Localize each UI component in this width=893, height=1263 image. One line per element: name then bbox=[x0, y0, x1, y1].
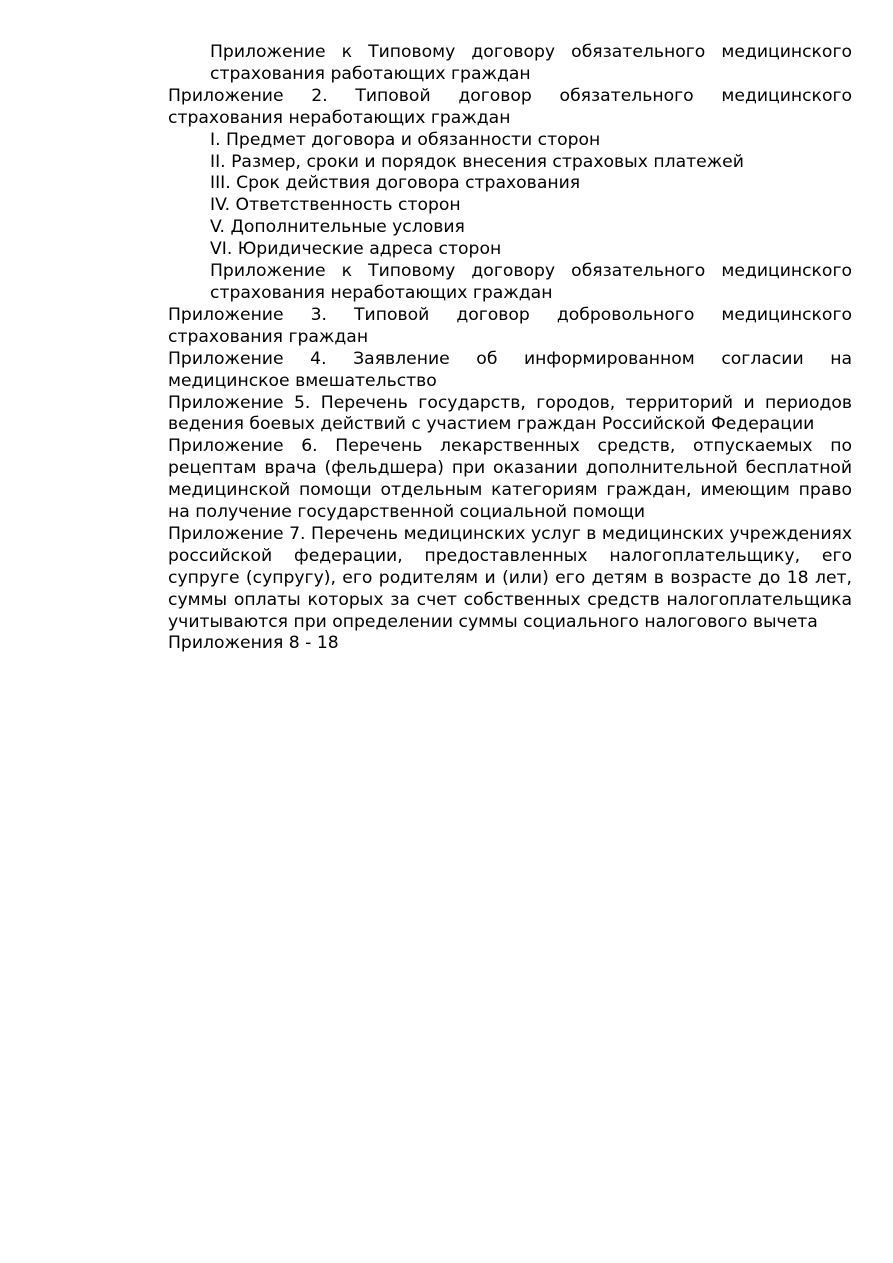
toc-entry-appendix-contract-nonworking[interactable]: Приложение к Типовому договору обязательного медицинского страхования неработающих граждан bbox=[210, 261, 852, 303]
toc-entry-section-2[interactable]: II. Размер, сроки и порядок внесения страховых платежей bbox=[210, 151, 744, 172]
toc-entry-appendices-8-18[interactable]: Приложения 8 - 18 bbox=[168, 633, 339, 654]
document-page bbox=[168, 42, 852, 655]
toc-entry-section-6[interactable]: VI. Юридические адреса сторон bbox=[210, 239, 502, 260]
toc-entry-appendix-5[interactable]: Приложение 5. Перечень государств, городов, территорий и периодов ведения боевых действий с участием граждан Российской Федерации bbox=[168, 392, 852, 435]
toc-entry-appendix-2[interactable]: Приложение 2. Типовой договор обязательного медицинского страхования неработающих граждан bbox=[168, 85, 852, 128]
toc-entry-appendix-6[interactable]: Приложение 6. Перечень лекарственных средств, отпускаемых по рецептам врача (фельдшера) при оказании дополнительной бесплатной медицинской помощи отдельным категориям граждан, имеющим право на получение государственной социальной помощи bbox=[168, 436, 852, 523]
toc-entry-appendix-4[interactable]: Приложение 4. Заявление об информированном согласии на медицинское вмешательство bbox=[168, 348, 852, 391]
toc-entry-appendix-contract-working[interactable]: Приложение к Типовому договору обязательного медицинского страхования работающих граждан bbox=[210, 42, 852, 84]
toc-entry-section-1[interactable]: I. Предмет договора и обязанности сторон bbox=[210, 129, 601, 150]
toc-entry-section-4[interactable]: IV. Ответственность сторон bbox=[210, 195, 461, 216]
toc-entry-appendix-3[interactable]: Приложение 3. Типовой договор добровольного медицинского страхования граждан bbox=[168, 304, 852, 347]
toc-entry-appendix-7[interactable]: Приложение 7. Перечень медицинских услуг в медицинских учреждениях российской федерации, предоставленных налогоплательщику, его супруге (супругу), его родителям и (или) его детям в возрасте до 18 лет, суммы оплаты которых за счет собственных средств налогоплательщика учитываются при определении суммы социального налогового вычета bbox=[168, 523, 852, 632]
toc-entry-section-5[interactable]: V. Дополнительные условия bbox=[210, 217, 465, 238]
toc-entry-section-3[interactable]: III. Срок действия договора страхования bbox=[210, 173, 581, 194]
